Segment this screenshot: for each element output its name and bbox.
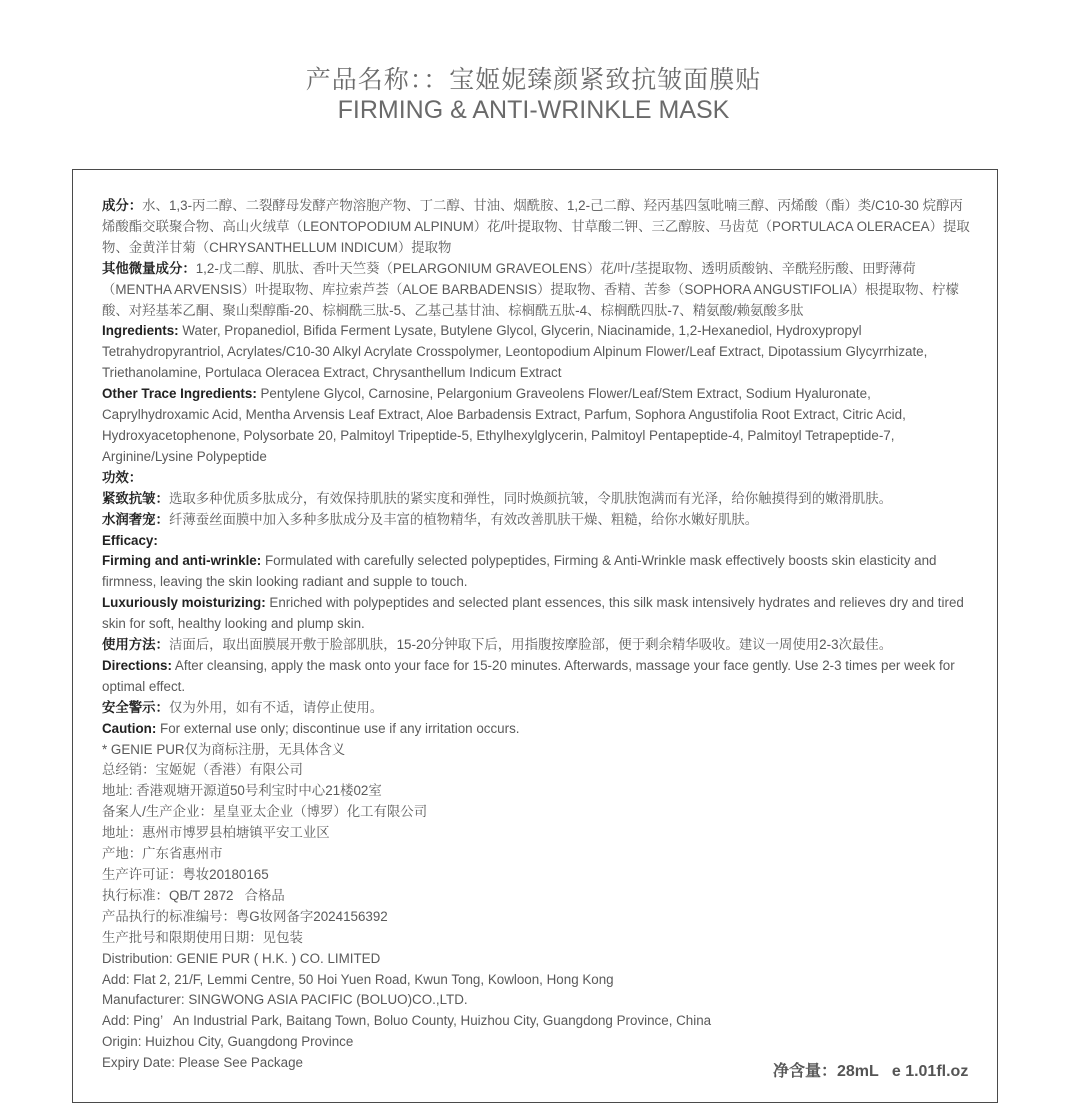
moisturizing-en: Luxuriously moisturizing: Enriched with polypeptides and selected plant essences, this silk mask intensively hydrates and relieves dry and tired skin for soft, healthy looking and plump skin. [102, 595, 964, 632]
info-line: 执行标准：QB/T 2872 合格品 [102, 887, 285, 903]
info-line: Add: Ping’ An Industrial Park, Baitang Town, Boluo County, Huizhou City, Guangdong Province, China [102, 1013, 712, 1029]
info-line: 地址：惠州市博罗县柏塘镇平安工业区 [102, 825, 330, 841]
ingredients-en: Ingredients: Water, Propanediol, Bifida Ferment Lysate, Butylene Glycol, Glycerin, Niacinamide, 1,2-Hexanediol, Hydroxypropyl Tetrahydropyrantriol, Acrylates/C10-30 Alkyl Acrylate Crosspolymer, Leontopodium Alpinum Flower/Leaf Extract, Dipotassium Glycyrrhizate, Triethanolamine, Portulaca Oleracea Extract, Chrysanthellum Indicum Extract [102, 323, 928, 381]
info-line: 备案人/生产企业：星皇亚太企业（博罗）化工有限公司 [102, 804, 428, 820]
info-line: Distribution: GENIE PUR ( H.K. ) CO. LIMITED [102, 950, 381, 966]
info-line: Expiry Date: Please See Package [102, 1055, 303, 1071]
info-line: 产品执行的标准编号：粤G妆网备字2024156392 [102, 908, 388, 924]
directions-en: Directions: After cleansing, apply the mask onto your face for 15-20 minutes. Afterwards, massage your face gently. Use 2-3 times per week for optimal effect. [102, 657, 955, 694]
info-line: 生产许可证：粤妆20180165 [102, 867, 269, 882]
directions-zh: 使用方法：洁面后，取出面膜展开敷于脸部肌肤，15-20分钟取下后，用指腹按摩脸部，便于剩余精华吸收。建议一周使用2-3次最佳。 [102, 637, 893, 653]
firming-zh: 紧致抗皱：选取多种优质多肽成分，有效保持肌肤的紧实度和弹性，同时焕颜抗皱，令肌肤饱满而有光泽，给你触摸得到的嫩滑肌肤。 [102, 490, 893, 506]
info-line: 总经销：宝姬妮（香港）有限公司 [102, 762, 303, 778]
efficacy-zh-heading: 功效： [102, 469, 143, 485]
info-line: * GENIE PUR仅为商标注册，无具体含义 [102, 741, 346, 757]
info-line: 地址: 香港观塘开源道50号利宝时中心21楼02室 [102, 783, 382, 799]
product-name-en: FIRMING & ANTI-WRINKLE MASK [337, 96, 730, 124]
label-content [102, 196, 970, 1074]
other-ingredients-en: Other Trace Ingredients: Pentylene Glycol, Carnosine, Pelargonium Graveolens Flower/Leaf/Stem Extract, Sodium Hyaluronate, Caprylhydroxamic Acid, Mentha Arvensis Leaf Extract, Aloe Barbadensis Extract, Parfum, Sophora Angustifolia Root Extract, Citric Acid, Hydroxyacetophenone, Polysorbate 20, Palmitoyl Tripeptide-5, Ethylhexylglycerin, Palmitoyl Pentapeptide-4, Palmitoyl Tetrapeptide-7, Arginine/Lysine Polypeptide [102, 386, 906, 464]
info-line: Manufacturer: SINGWONG ASIA PACIFIC (BOLUO)CO.,LTD. [102, 992, 468, 1008]
firming-en: Firming and anti-wrinkle: Formulated with carefully selected polypeptides, Firming & Anti-Wrinkle mask effectively boosts skin elasticity and firmness, leaving the skin looking radiant and supple to touch. [102, 553, 937, 590]
efficacy-en-heading: Efficacy: [102, 532, 158, 548]
product-name-zh: 产品名称：：宝姬妮臻颜紧致抗皱面膜贴 [305, 66, 762, 94]
info-line: Add: Flat 2, 21/F, Lemmi Centre, 50 Hoi Yuen Road, Kwun Tong, Kowloon, Hong Kong [102, 971, 614, 987]
info-line: Origin: Huizhou City, Guangdong Province [102, 1034, 354, 1050]
other-ingredients-zh: 其他微量成分：1,2-戊二醇、肌肽、香叶天竺葵（PELARGONIUM GRAVEOLENS）花/叶/茎提取物、透明质酸钠、辛酰羟肟酸、田野薄荷（MENTHA ARVENSIS）叶提取物、库拉索芦荟（ALOE BARBADENSIS）提取物、香精、苦参（SOPHORA ANGUSTIFOLIA）根提取物、柠檬酸、对羟基苯乙酮、聚山梨醇酯-20、棕榈酰三肽-5、乙基己基甘油、棕榈酰五肽-4、棕榈酰四肽-7、精氨酸/赖氨酸多肽 [102, 260, 959, 318]
caution-en: Caution: For external use only; discontinue use if any irritation occurs. [102, 720, 520, 736]
info-line: 生产批号和限期使用日期：见包装 [102, 929, 303, 945]
info-line: 产地：广东省惠州市 [102, 846, 223, 862]
caution-zh: 安全警示：仅为外用，如有不适，请停止使用。 [102, 699, 384, 715]
ingredients-zh: 成分：水、1,3-丙二醇、二裂酵母发酵产物溶胞产物、丁二醇、甘油、烟酰胺、1,2-己二醇、羟丙基四氢吡喃三醇、丙烯酸（酯）类/C10-30 烷醇丙烯酸酯交联聚合物、高山火绒草（LEONTOPODIUM ALPINUM）花/叶提取物、甘草酸二钾、三乙醇胺、马齿苋（PORTULACA OLERACEA）提取物、金黄洋甘菊（CHRYSANTHELLUM INDICUM）提取物 [102, 198, 970, 255]
moisturizing-zh: 水润奢宠：纤薄蚕丝面膜中加入多种多肽成分及丰富的植物精华，有效改善肌肤干燥、粗糙，给你水嫩好肌肤。 [102, 511, 759, 527]
net-content: 净含量：28mL e 1.01fl.oz [773, 1063, 969, 1080]
